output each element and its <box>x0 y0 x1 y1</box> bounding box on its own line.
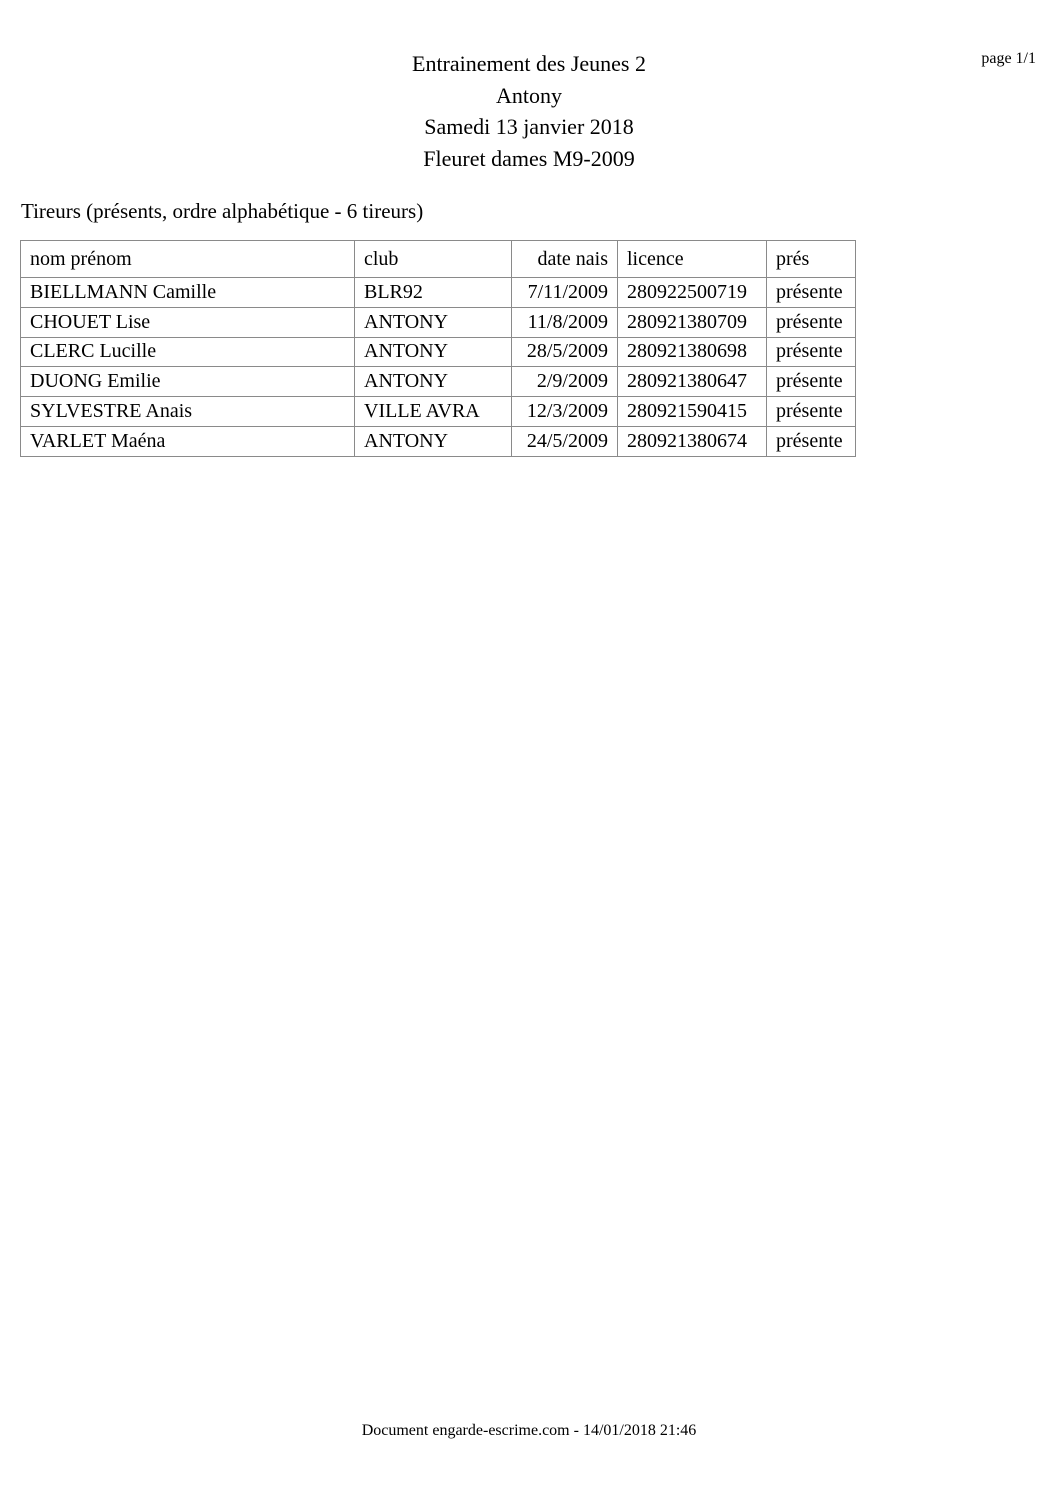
section-title: Tireurs (présents, ordre alphabétique - 6 tireurs) <box>21 199 424 223</box>
table-row <box>21 367 856 397</box>
cell-presence: présente <box>767 307 856 337</box>
table-row <box>21 426 856 456</box>
cell-name: SYLVESTRE Anais <box>21 397 355 427</box>
cell-birthdate: 28/5/2009 <box>512 337 618 367</box>
cell-name: BIELLMANN Camille <box>21 278 355 308</box>
cell-birthdate: 24/5/2009 <box>512 426 618 456</box>
cell-name: DUONG Emilie <box>21 367 355 397</box>
competition-date: Samedi 13 janvier 2018 <box>424 114 634 139</box>
cell-birthdate: 11/8/2009 <box>512 307 618 337</box>
cell-licence: 280921590415 <box>618 397 767 427</box>
table-header-row <box>21 241 856 278</box>
column-header-birthdate: date nais <box>512 241 618 278</box>
document-header <box>0 48 1058 174</box>
cell-presence: présente <box>767 397 856 427</box>
table-row <box>21 397 856 427</box>
competition-title: Entrainement des Jeunes 2 <box>412 51 646 76</box>
column-header-club: club <box>355 241 512 278</box>
table-row <box>21 337 856 367</box>
cell-presence: présente <box>767 337 856 367</box>
cell-club: ANTONY <box>355 337 512 367</box>
cell-presence: présente <box>767 367 856 397</box>
cell-licence: 280921380709 <box>618 307 767 337</box>
cell-club: ANTONY <box>355 367 512 397</box>
competition-location: Antony <box>496 82 562 108</box>
competition-category: Fleuret dames M9-2009 <box>423 145 635 171</box>
cell-club: BLR92 <box>355 278 512 308</box>
cell-presence: présente <box>767 278 856 308</box>
column-header-name: nom prénom <box>21 241 355 278</box>
table-row <box>21 307 856 337</box>
cell-club: ANTONY <box>355 426 512 456</box>
cell-club: VILLE AVRA <box>355 397 512 427</box>
column-header-licence: licence <box>618 241 767 278</box>
cell-name: VARLET Maéna <box>21 426 355 456</box>
cell-licence: 280921380698 <box>618 337 767 367</box>
table-row <box>21 278 856 308</box>
document-footer: Document engarde-escrime.com - 14/01/2018 21:46 <box>361 1422 697 1439</box>
column-header-presence: prés <box>767 241 856 278</box>
cell-club: ANTONY <box>355 307 512 337</box>
page-number: page 1/1 <box>981 50 1036 67</box>
cell-birthdate: 2/9/2009 <box>512 367 618 397</box>
cell-name: CLERC Lucille <box>21 337 355 367</box>
cell-licence: 280921380674 <box>618 426 767 456</box>
fencers-table <box>20 240 856 457</box>
cell-licence: 280922500719 <box>618 278 767 308</box>
cell-licence: 280921380647 <box>618 367 767 397</box>
cell-birthdate: 7/11/2009 <box>512 278 618 308</box>
cell-name: CHOUET Lise <box>21 307 355 337</box>
cell-birthdate: 12/3/2009 <box>512 397 618 427</box>
cell-presence: présente <box>767 426 856 456</box>
